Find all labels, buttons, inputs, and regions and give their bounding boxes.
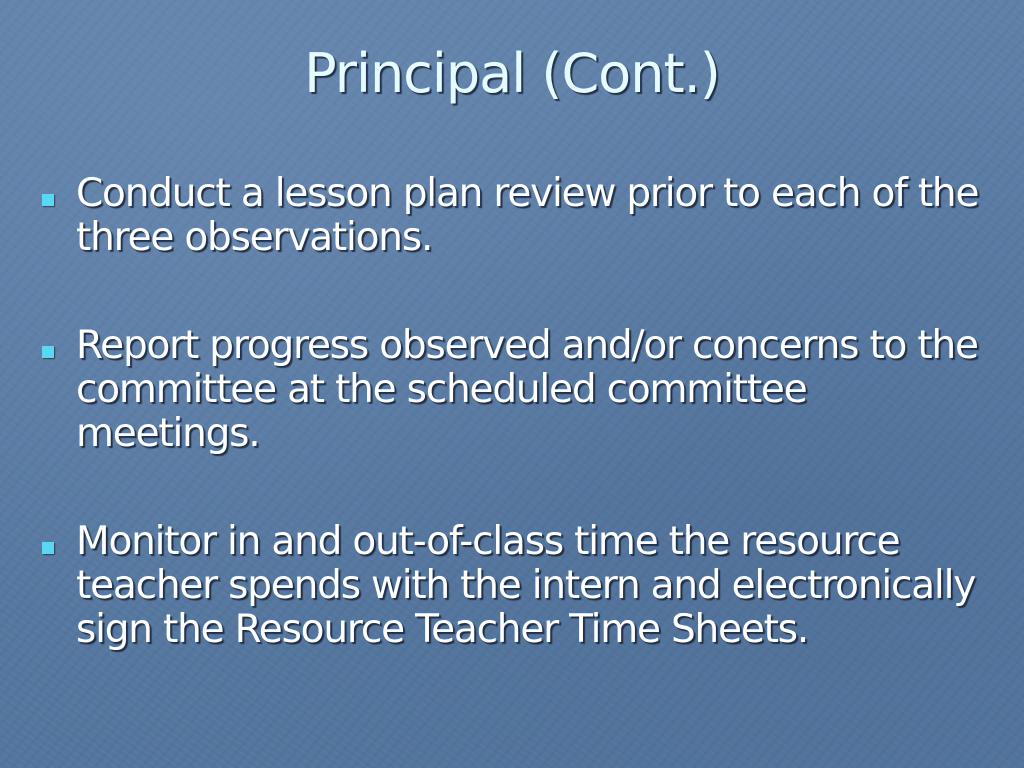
square-bullet-icon — [42, 194, 54, 206]
bullet-text: Monitor in and out-of-class time the resource teacher spends with the intern and electronically sign the Resource Teacher Time Sheets. — [76, 519, 976, 652]
bullet-text: Report progress observed and/or concerns to the committee at the scheduled committee meetings. — [76, 323, 978, 456]
slide-title: Principal (Cont.) — [304, 42, 720, 105]
bullet-text: Conduct a lesson plan review prior to each of the three observations. — [76, 171, 979, 260]
bullet-list — [38, 172, 998, 652]
bullet-item-2 — [38, 324, 998, 456]
bullet-item-3 — [38, 520, 998, 652]
bullet-item-1 — [38, 172, 998, 260]
square-bullet-icon — [42, 346, 54, 358]
square-bullet-icon — [42, 542, 54, 554]
